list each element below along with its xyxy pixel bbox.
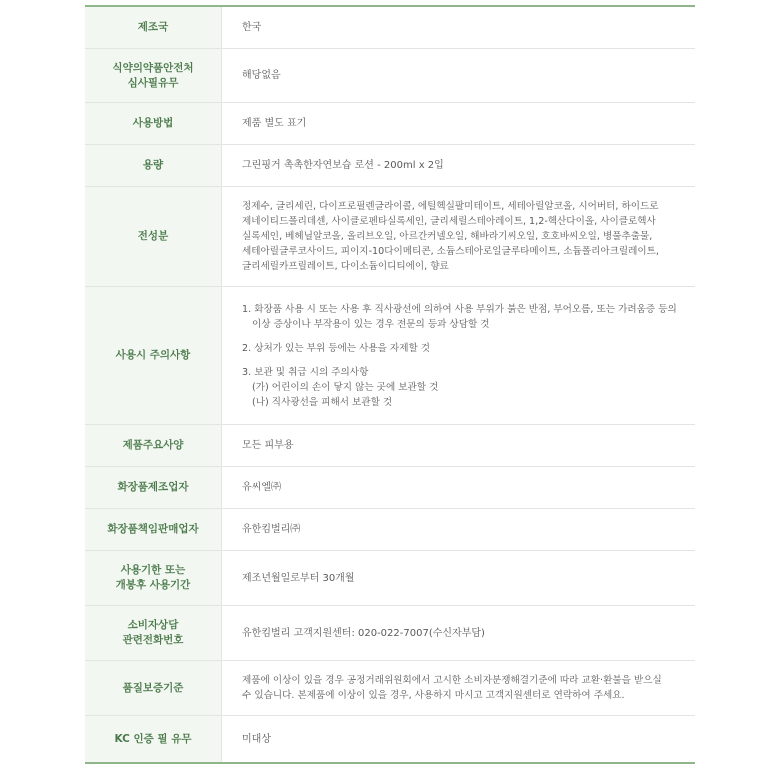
row-contact [85,606,695,661]
row-ingredients [85,187,695,287]
row-label: 용량 [85,145,222,186]
row-label: 전성분 [85,187,222,286]
row-value: 유씨엘㈜ [242,482,281,493]
row-main-spec [85,425,695,467]
row-distributor [85,509,695,551]
row-label: 소비자상담 관련전화번호 [85,606,222,660]
row-manufacturer [85,467,695,509]
row-label: 사용방법 [85,103,222,144]
caution-item-2: 2. 상처가 있는 부위 등에는 사용을 자제할 것 [242,342,431,354]
row-value [222,287,695,424]
product-info-table [85,5,695,764]
row-value: 유한킴벌리㈜ [242,524,301,535]
row-label: 제품주요사양 [85,425,222,466]
row-capacity [85,145,695,187]
row-value [222,187,695,286]
row-label: 사용시 주의사항 [85,287,222,424]
row-value: 제품 별도 표기 [242,118,307,129]
row-mfds-review [85,49,695,103]
row-label: 제조국 [85,7,222,48]
row-value: 미대상 [242,733,271,745]
row-value: 한국 [242,22,262,33]
row-label: KC 인증 필 유무 [85,716,222,762]
row-kc-cert [85,716,695,762]
caution-item-3b: (나) 직사광선을 피해서 보관할 것 [252,396,393,408]
row-value: 해당없음 [242,70,281,81]
ingredients-text: 정제수, 글리세린, 다이프로필렌글라이콜, 에틸헥실팔미테이트, 세테아릴알코올, 시어버터, 하이드로 제네이티드폴리데센, 사이클로펜타실록세인, 글리세릴스테아레이트, 1,2-헥산다이올, 사이클로헥사 실록세인, 베헤닐알코올, 올리브오일, 아르간커넬오일, 해바라기씨오일, 호호바씨오일, 병풀추출물, 세테아릴글루코사이드, 피이지-10다이메티콘, 소듐스테아로일글루타메이트, 소듐폴리아크릴레이트, 글리세릴카프릴레이트, 다이소듐이디티에이, 향료 [242,201,659,272]
row-cautions [85,287,695,425]
row-label: 화장품책임판매업자 [85,509,222,550]
caution-item-3: 3. 보관 및 취급 시의 주의사항 [242,366,369,378]
row-value: 그린핑거 촉촉한자연보습 로션 - 200ml x 2입 [242,160,444,171]
row-label: 화장품제조업자 [85,467,222,508]
row-value: 모든 피부용 [242,440,294,451]
row-label: 식약의약품안전처 심사필유무 [85,49,222,102]
row-label: 사용기한 또는 개봉후 사용기간 [85,551,222,605]
caution-item-3a: (가) 어린이의 손이 닿지 않는 곳에 보관할 것 [252,381,439,393]
row-value: 유한킴벌리 고객지원센터: 020-022-7007(수신자부담) [242,627,485,639]
row-usage [85,103,695,145]
row-value: 제품에 이상이 있을 경우 공정거래위원회에서 고시한 소비자분쟁해결기준에 따라 교환·환불을 받으실 수 있습니다. 본제품에 이상이 있을 경우, 사용하지 마시고 고객지원센터로 연락하여 주세요. [242,675,662,701]
row-expiry [85,551,695,606]
caution-item-1-cont: 이상 증상이나 부작용이 있는 경우 전문의 등과 상담할 것 [252,318,490,330]
row-value: 제조년월일로부터 30개월 [242,572,355,584]
row-quality [85,661,695,716]
caution-item-1: 1. 화장품 사용 시 또는 사용 후 직사광선에 의하여 사용 부위가 붉은 반점, 부어오름, 또는 가려움증 등의 [242,303,677,315]
row-label: 품질보증기준 [85,661,222,715]
row-country [85,7,695,49]
